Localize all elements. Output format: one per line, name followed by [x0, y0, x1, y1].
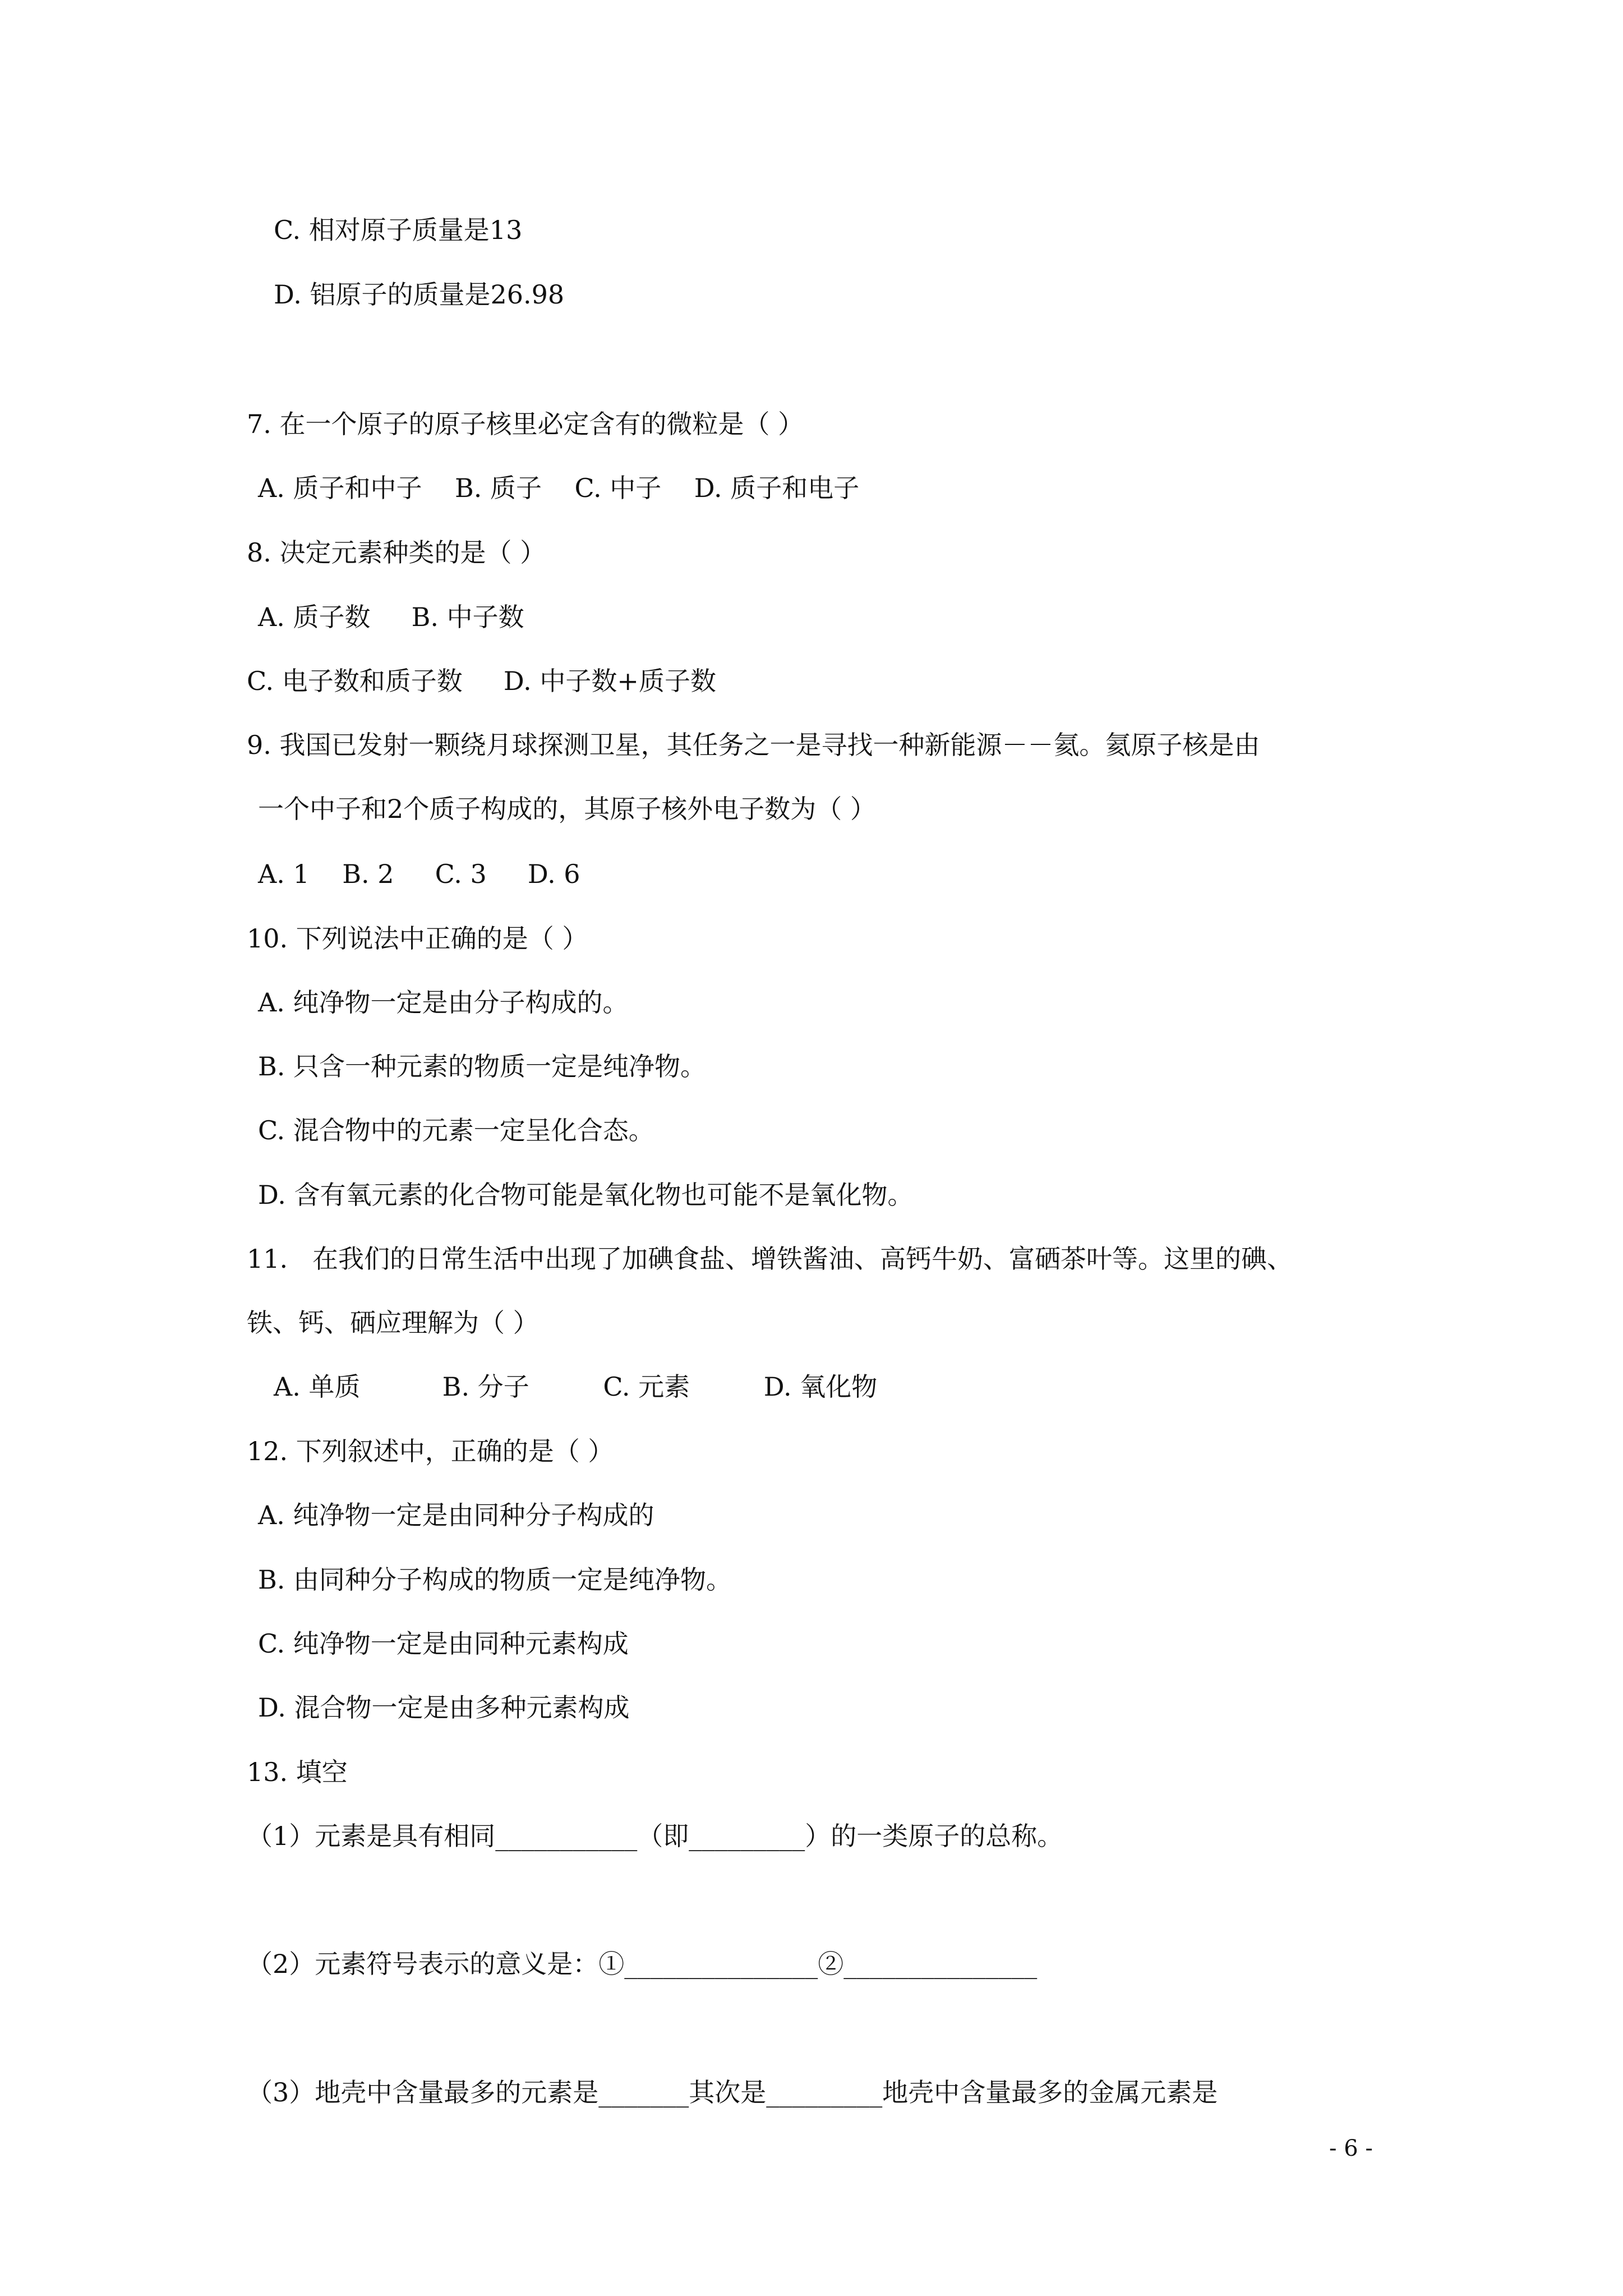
option-d-q6: D. 铝原子的质量是26.98	[274, 279, 565, 310]
question-7: 7. 在一个原子的原子核里必定含有的微粒是（ ）	[247, 409, 804, 439]
option-a-q10: A. 纯净物一定是由分子构成的。	[258, 987, 629, 1018]
option-d-q12: D. 混合物一定是由多种元素构成	[258, 1692, 630, 1723]
question-13-part2: （2）元素符号表示的意义是：①_______________②_______________	[247, 1949, 1038, 1979]
question-9-line1: 9. 我国已发射一颗绕月球探测卫星，其任务之一是寻找一种新能源－－氦。氦原子核是由	[247, 730, 1260, 760]
question-8: 8. 决定元素种类的是（ ）	[247, 537, 546, 568]
question-11-line2: 铁、钙、硒应理解为（ ）	[247, 1308, 539, 1338]
option-c-q12: C. 纯净物一定是由同种元素构成	[258, 1628, 629, 1659]
option-a-q12: A. 纯净物一定是由同种分子构成的	[258, 1500, 654, 1530]
option-b-q10: B. 只含一种元素的物质一定是纯净物。	[258, 1051, 707, 1082]
page-number: - 6 -	[1329, 2136, 1373, 2161]
question-11-line1: 11. 在我们的日常生活中出现了加碘食盐、增铁酱油、高钙牛奶、富硒茶叶等。这里的碘、	[247, 1244, 1293, 1274]
question-12: 12. 下列叙述中，正确的是（ ）	[247, 1436, 614, 1466]
option-d-q10: D. 含有氧元素的化合物可能是氧化物也可能不是氧化物。	[258, 1180, 914, 1210]
options-q9: A. 1 B. 2 C. 3 D. 6	[258, 859, 580, 889]
option-c-q6: C. 相对原子质量是13	[274, 215, 523, 245]
option-c-q10: C. 混合物中的元素一定呈化合态。	[258, 1115, 654, 1145]
question-13-part1: （1）元素是具有相同___________（即_________）的一类原子的总称。	[247, 1821, 1063, 1851]
options-q7: A. 质子和中子 B. 质子 C. 中子 D. 质子和电子	[258, 473, 860, 503]
question-10: 10. 下列说法中正确的是（ ）	[247, 923, 588, 954]
options-q8-line1: A. 质子数 B. 中子数	[258, 602, 524, 632]
question-13: 13. 填空	[247, 1757, 348, 1787]
question-9-line2: 一个中子和2个质子构成的，其原子核外电子数为（ ）	[258, 794, 876, 824]
option-b-q12: B. 由同种分子构成的物质一定是纯净物。	[258, 1565, 732, 1595]
options-q11: A. 单质 B. 分子 C. 元素 D. 氧化物	[274, 1372, 878, 1402]
options-q8-line2: C. 电子数和质子数 D. 中子数+质子数	[247, 666, 716, 696]
question-13-part3: （3）地壳中含量最多的元素是_______其次是_________地壳中含量最多的金属元素是	[247, 2077, 1218, 2108]
